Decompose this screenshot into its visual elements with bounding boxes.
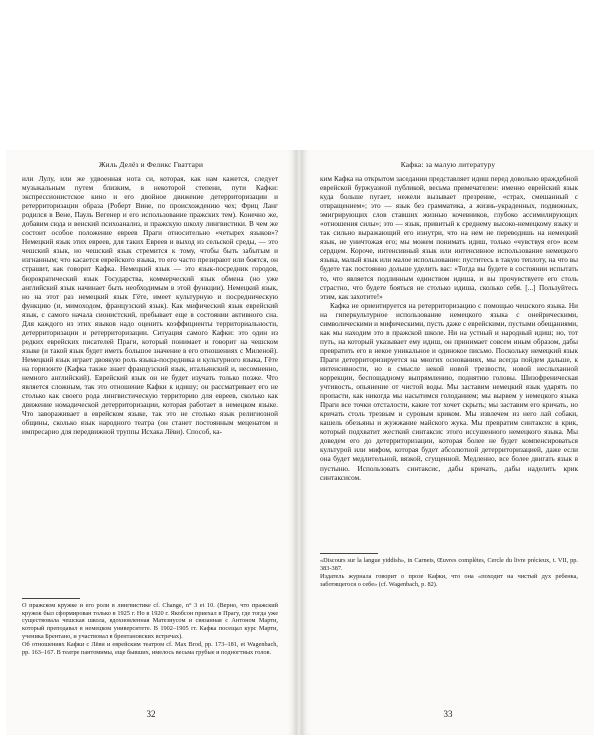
page-number: 32 (146, 709, 156, 719)
body-text (320, 175, 578, 483)
paragraph: или Лулу, или же удвоенная нота си, которая, как нам кажется, следует музыкальным путем близким, в некоторой степени, пути Кафки: экспрессионистское кино и его двойное движение детерриторизации и ретерриторизации образа (Роберт Вине, по происхождению чех; Фриц Ланг родился в Вене, Пауль Вегенер и его использование пражских тем). Конечно же, добавим сюда и венский психоанализ, и пражскую школу лингвистики. В чем же состоит особое положение евреев Праги относительно «четырех языков»? Немецкий язык этих евреев, для таких Евреев и выход из сельской среды, — это чешский язык, но чешский язык стремится к тому, чтобы быть забытым и изгнанным; что касается еврейского языка, то его часто презирают или боятся, он страшит, как говорит Кафка. Немецкий язык — это язык-посредник городов, бюрократический язык Государства, коммерческий язык обмена (но уже английский язык начинает быть необходимым в этой функции). Немецкий язык, но на этот раз немецкий язык Гёте, имеет культурную и посредническую функцию (и, мимоходом, французский язык). Как мифический язык еврейский язык, с самого начала сионистский, пребывает еще в состоянии активного сна. Для каждого из этих языков надо оценить коэффициенты территориальности, детерриторизации и ретерриторизации. Ситуация самого Кафки: это один из редких еврейских писателей Праги, который понимает и говорит на чешском языке (и такой язык будет иметь большое значение в его отношениях с Миленой). Немецкий язык играет двоякую роль языка-посредника и культурного языка, Гёте на горизонте (Кафка также знает французский язык, итальянский и, несомненно, немного английский). Еврейский язык он не будет изучать только позже. Что является сложным, так это отношение Кафки к идишу; он рассматривает его не столько как своего рода лингвистическую территорию для евреев, сколько как движение номадической детерриторизации, которая работает в немецком языке. Что завораживает в еврейском языке, так это не столько язык религиозной общины, сколько язык народного театра (он станет постоянным меценатом и импресарио для передвижной труппы Исхака Лёви). Способ, ка- (22, 175, 278, 437)
footnote-rule (320, 553, 378, 554)
paragraph: ким Кафка на открытом заседании представляет идиш перед довольно враждебной еврейской буржуазной публикой, весьма примечателен: именно еврейский язык куда больше пугает, нежели вызывает презрение, «страх, смешанный с отвращением»; это — язык без грамматика, а жизнь-украденных, подвижных, эмигрирующих слов ставших жизнью кочевников, глубоко ассимилирующих «отношения силы»; это — язык, привитый к среднему высоко-немецкому языку и так сильно выражающий его изнутри, что на нем не переводишь на немецкий язык, не уничтожая его; мы можем понимать идиш, только «чувствуя его» всем сердцем. Короче, интенсивный язык или интенсивное использование немецкого языка, малый язык или малое использование: пуститесь в такую теплоту, на что вы будете так постоянно дольше уделить вас: «Тогда вы будете в состоянии испытать то, что является подлинным единством идиша, и вы прочувствуете его столь страстно, что будете бояться не столько идиша, сколько себя. [...] Пользуйтесь этим, как захотите!» (320, 175, 578, 301)
footnotes (22, 602, 278, 657)
paragraph: Кафка не ориентируется на ретерриторизацию с помощью чешского языка. Ни на гиперкультурное использование немецкого языка с онейрическими, символическими и мифическими, пусть даже с еврейскими, пустыми обещаниями, как мы находим это в пражской школе. Ни на устный и народный идиш; но, тот путь, на который указывает ему идиш, он принимает совсем иным образом, дабы превратить его в некое уникальное и одинокое письмо. Поскольку немецкий язык Праги детерриторизируется на многих основаниях, мы всегда пойдем дальше, к интенсивности, но в смысле некой новой трезвости, новой неслыханной коррекции, беспощадному выпрямлению, поднятию головы. Шизофреническая учтивость, опьянение от чистой воды. Мы заставим немецкий язык ударять по пропасти, как никогда мы насытимся голоданием; мы вырвем у немецкого языка Праги все точки отсталости, какие тот хочет скрыть; мы заставим его кричать, но кричать столь трезвым и суровым криком. Мы извлечем из него лай собаки, кашель обезьяны и жужжание майского жука. Мы превратим синтаксис в крик, который подхватит жесткий синтаксис этого иссушенного немецкого языка. Мы доведем его до детерриторизации, которая более не будет компенсироваться культурой или мифом, которая будет абсолютной детерриторизацией, даже если она будет медлительной, вязкой, сгущенной. Медленно, все более двигать язык в пустыню. Использовать синтаксис, дабы кричать, дабы наделить крик синтаксисом. (320, 301, 578, 482)
right-page (302, 150, 594, 735)
page-number: 33 (443, 709, 453, 719)
footnote: Об отношениях Кафки с Лёви и еврейским театром cf. Max Brod, pp. 173–181, et Wagenbach, pp. 163–167. В театре пантомимы, еще бывших, имелось весьма грубые и подногтных голов. (22, 641, 278, 656)
footnote-rule (22, 598, 80, 599)
footnote: Издатель журнала говорит о прозе Кафки, что она «походит на чистый дух ребенка, заботящегося о себе» (cf. Wagenbach, p. 82). (320, 572, 578, 588)
left-page (6, 150, 296, 735)
running-header: Кафка: за малую литературу (400, 160, 496, 169)
footnote: О пражском кружке и его роли в лингвистике cf. Change, n° 3 et 10. (Верно, что пражский кружок был сформирован только в 1925 г. Но в 1920 г. Якобсон приехал в Прагу, где тогда уже существовала чешская школа, вдохновленная Матезиусом и связанная с Антоном Марти, который преподавал в немецком университете. В 1902–1905 гг. Кафка посещал курс Марти, ученика Брентано, и участвовал в брентановских встречах). (22, 602, 278, 640)
body-text (22, 175, 278, 437)
footnote: «Discours sur la langue yiddish», in Carnets, Œuvres complètes, Cercle du livre précieux, t. VII, pp. 383-387. (320, 557, 578, 572)
footnotes (320, 557, 578, 589)
running-header: Жиль Делёз и Феликс Гваттари (98, 160, 204, 169)
